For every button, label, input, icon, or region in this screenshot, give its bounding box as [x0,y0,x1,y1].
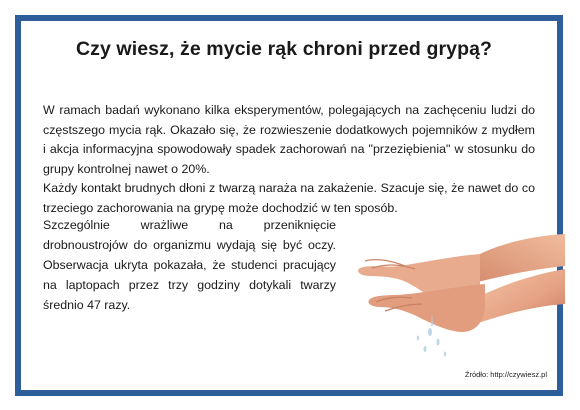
washing-hands-image [330,214,565,364]
side-paragraph: Szczególnie wrażliwe na przeniknięcie drobnoustrojów do organizmu wydają się być oczy. Obserwacja ukryta pokazała, że studenci pracujący na laptopach przez trzy godziny dotykali twarzy średnio 47 razy. [43,218,336,312]
paragraph-2: Każdy kontakt brudnych dłoni z twarzą naraża na zakażenie. Szacuje się, że nawet do co trzeciego zachorowania na grypę może dochodzić w ten sposób. [43,181,535,215]
source-caption: Źródło: http://czywiesz.pl [464,370,547,379]
poster-title: Czy wiesz, że mycie rąk chroni przed grypą? [75,38,493,60]
paragraph-1: W ramach badań wykonano kilka eksperymentów, polegających na zachęceniu ludzi do częstszego mycia rąk. Okazało się, że rozwieszenie dodatkowych pojemników z mydłem i akcja informacyjna spowodowały spadek zachorowań na "przeziębienia" w stosunku do grupy kontrolnej nawet o 20%. [43,103,535,176]
main-text [43,101,535,219]
